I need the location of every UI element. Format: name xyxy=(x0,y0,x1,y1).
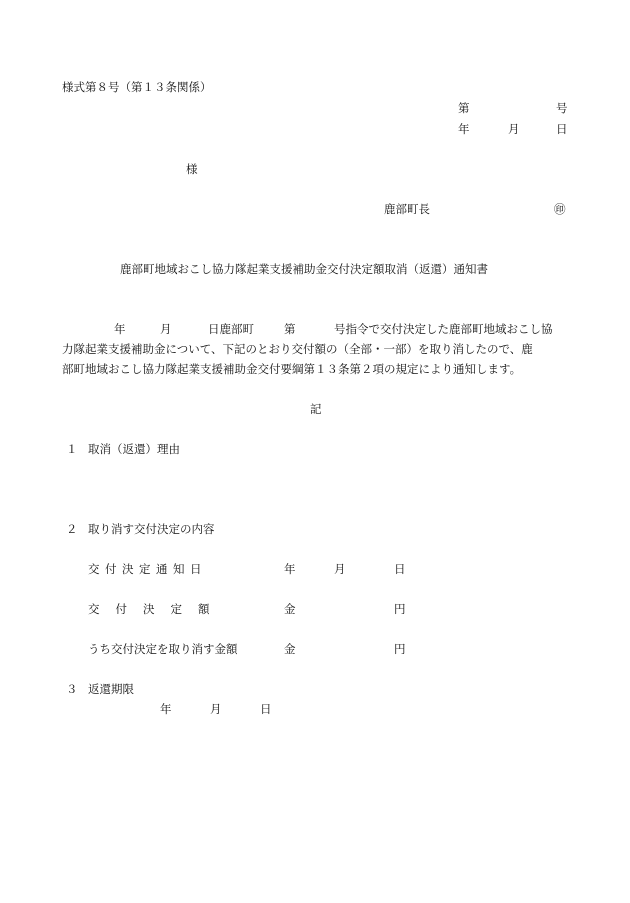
document-number-label: 第 xyxy=(458,101,470,115)
issue-date-day: 日 xyxy=(556,122,568,136)
addressee-suffix: 様 xyxy=(186,162,198,176)
notice-date-day: 日 xyxy=(394,562,406,576)
item2-number: ２ xyxy=(66,522,78,536)
body-line3: 部町地域おこし協力隊起業支援補助金交付要綱第１３条第２項の規定により通知します。 xyxy=(62,362,522,376)
seal-mark: ㊞ xyxy=(554,202,566,216)
issue-date-year: 年 xyxy=(458,122,470,136)
repay-deadline-year: 年 xyxy=(160,702,172,716)
item3-label: 返還期限 xyxy=(88,682,134,696)
form-number: 様式第８号（第１３条関係） xyxy=(62,80,212,94)
document-title: 鹿部町地域おこし協力隊起業支援補助金交付決定額取消（返還）通知書 xyxy=(120,262,488,276)
cancel-amount-label: うち交付決定を取り消す金額 xyxy=(88,642,238,656)
item2-label: 取り消す交付決定の内容 xyxy=(88,522,215,536)
repay-deadline-day: 日 xyxy=(260,702,272,716)
body-dai: 第 xyxy=(284,322,296,336)
issuer-name: 鹿部町長 xyxy=(384,202,430,216)
notice-date-month: 月 xyxy=(334,562,346,576)
ki-heading: 記 xyxy=(310,402,322,416)
body-line1-rest: 号指令で交付決定した鹿部町地域おこし協 xyxy=(334,322,553,336)
decision-amount-kin: 金 xyxy=(284,602,296,616)
item1-label: 取消（返還）理由 xyxy=(88,442,180,456)
cancel-amount-yen: 円 xyxy=(394,642,406,656)
body-day-town: 日鹿部町 xyxy=(208,322,254,336)
body-month: 月 xyxy=(160,322,172,336)
notice-date-year: 年 xyxy=(284,562,296,576)
cancel-amount-kin: 金 xyxy=(284,642,296,656)
decision-amount-label: 交付決定額 xyxy=(88,602,226,616)
document-number-suffix: 号 xyxy=(556,101,568,115)
decision-amount-yen: 円 xyxy=(394,602,406,616)
notice-date-label: 交付決定通知日 xyxy=(88,562,207,576)
repay-deadline-month: 月 xyxy=(210,702,222,716)
item1-number: １ xyxy=(66,442,78,456)
item3-number: ３ xyxy=(66,682,78,696)
issue-date-month: 月 xyxy=(508,122,520,136)
body-year: 年 xyxy=(114,322,126,336)
body-line2: 力隊起業支援補助金について、下記のとおり交付額の（全部・一部）を取り消したので、鹿 xyxy=(62,342,533,356)
